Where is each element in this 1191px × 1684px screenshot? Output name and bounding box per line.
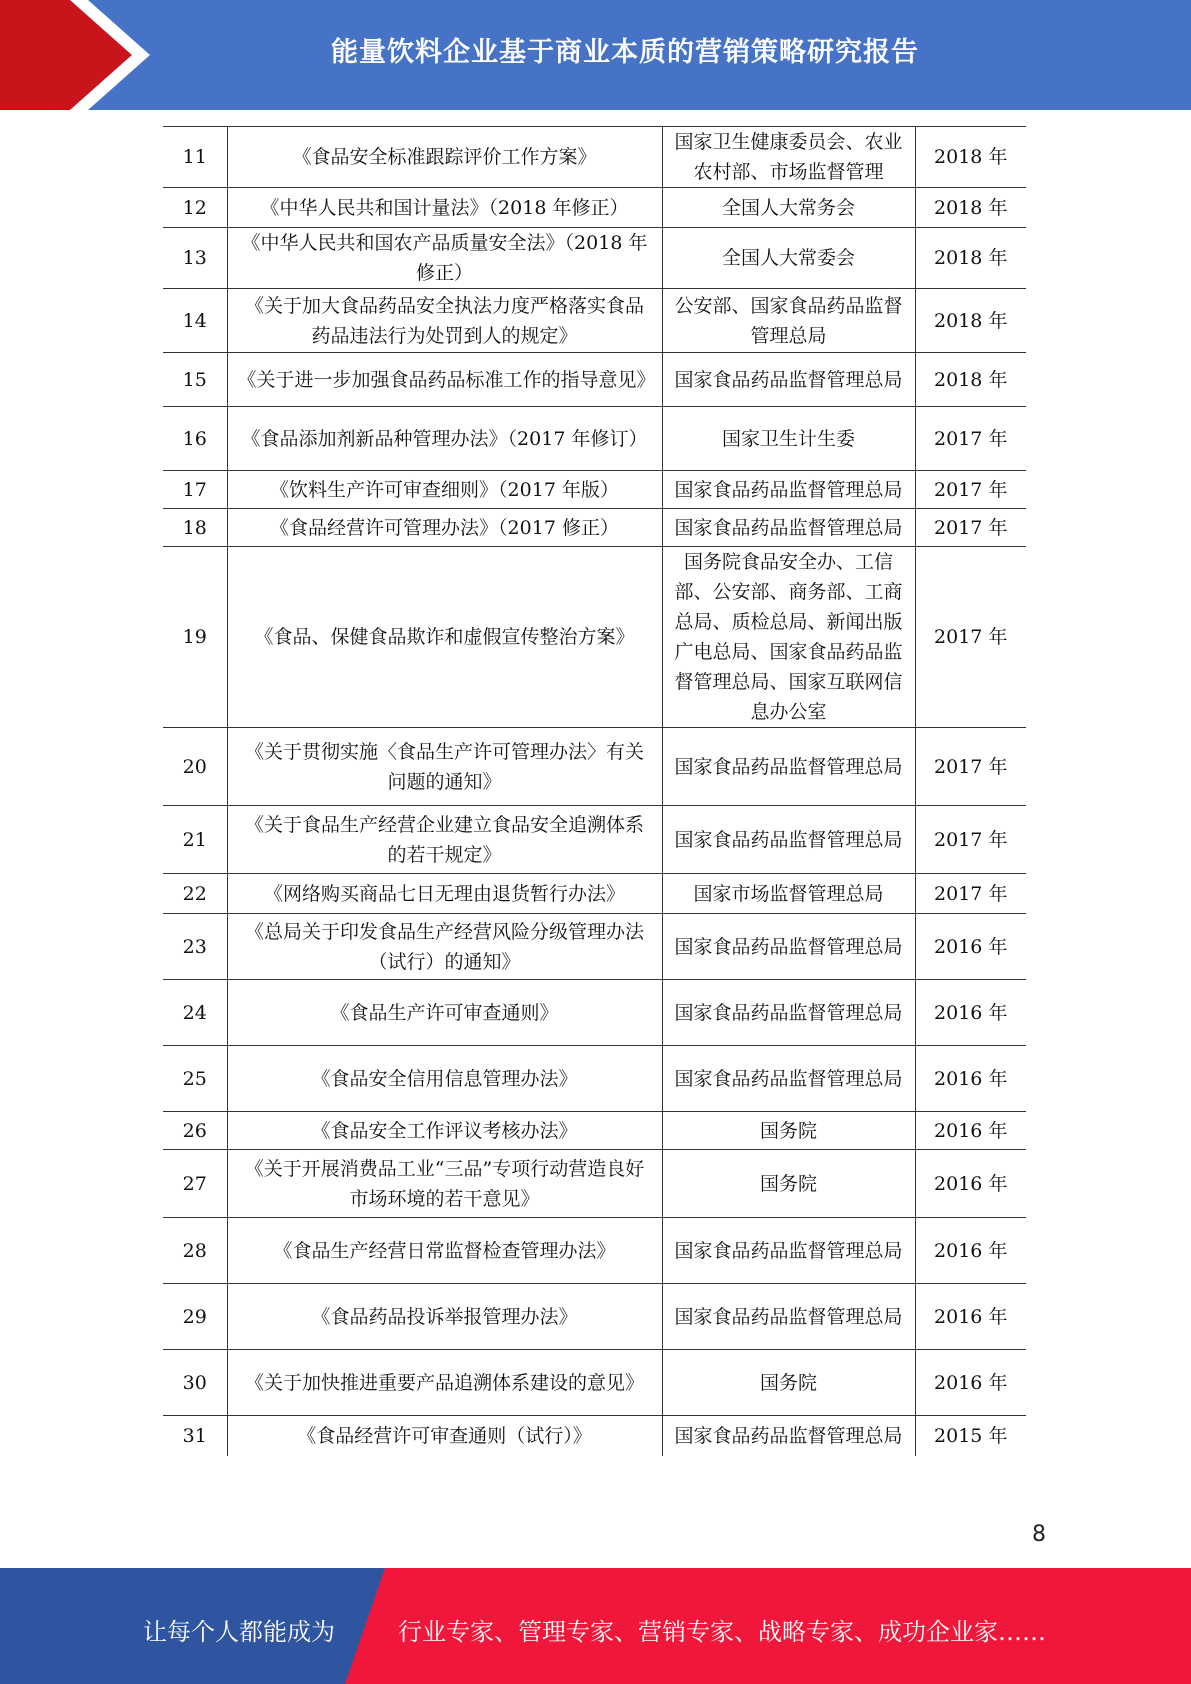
- page-header: [0, 0, 1191, 110]
- year-cell: [915, 874, 1026, 914]
- row-number-cell: [163, 1046, 227, 1112]
- table-row: [163, 1112, 1026, 1150]
- regulation-name-cell-text: 《食品添加剂新品种管理办法》（2017 年修订）: [241, 427, 648, 450]
- issuing-authority-cell: [662, 1416, 915, 1456]
- row-number-cell: [163, 980, 227, 1046]
- regulation-name-cell: [227, 353, 662, 407]
- regulation-name-cell: [227, 980, 662, 1046]
- year-cell: [915, 547, 1026, 728]
- table-row: [163, 1150, 1026, 1218]
- year-cell: [915, 1350, 1026, 1416]
- table-row: [163, 509, 1026, 547]
- row-number-cell: [163, 471, 227, 509]
- row-number-cell-text: 14: [182, 309, 207, 332]
- year-cell-text: 2017 年: [934, 828, 1008, 851]
- year-cell-text: 2016 年: [934, 935, 1008, 958]
- year-cell-text: 2018 年: [934, 309, 1008, 332]
- row-number-cell: [163, 1416, 227, 1456]
- regulation-name-cell-text: 《网络购买商品七日无理由退货暂行办法》: [263, 882, 625, 905]
- issuing-authority-cell-text: 国务院: [759, 1371, 817, 1394]
- table-row: [163, 289, 1026, 353]
- row-number-cell-text: 18: [182, 516, 207, 539]
- issuing-authority-cell-text: 国家食品药品监督管理总局: [674, 1067, 903, 1090]
- page-footer: [0, 1568, 1191, 1684]
- row-number-cell: [163, 127, 227, 188]
- regulation-name-cell: [227, 1284, 662, 1350]
- year-cell: [915, 289, 1026, 353]
- regulation-name-cell-text: 《食品经营许可管理办法》（2017 修正）: [270, 516, 619, 539]
- row-number-cell: [163, 1218, 227, 1284]
- row-number-cell: [163, 806, 227, 874]
- issuing-authority-cell: [662, 509, 915, 547]
- issuing-authority-cell-text: 公安部、国家食品药品监督管理总局: [674, 294, 903, 347]
- regulation-name-cell-text: 《关于食品生产经营企业建立食品安全追溯体系的若干规定》: [244, 813, 644, 866]
- year-cell-text: 2017 年: [934, 882, 1008, 905]
- regulation-name-cell: [227, 188, 662, 228]
- row-number-cell: [163, 353, 227, 407]
- year-cell-text: 2017 年: [934, 516, 1008, 539]
- regulation-name-cell-text: 《食品生产经营日常监督检查管理办法》: [273, 1239, 616, 1262]
- table-row: [163, 728, 1026, 806]
- table-row: [163, 127, 1026, 188]
- year-cell: [915, 471, 1026, 509]
- regulation-name-cell-text: 《关于贯彻实施〈食品生产许可管理办法〉有关问题的通知》: [244, 740, 644, 793]
- year-cell: [915, 1284, 1026, 1350]
- regulation-name-cell-text: 《中华人民共和国计量法》（2018 年修正）: [260, 196, 629, 219]
- year-cell-text: 2018 年: [934, 196, 1008, 219]
- year-cell-text: 2018 年: [934, 146, 1008, 168]
- row-number-cell-text: 29: [182, 1305, 207, 1328]
- year-cell: [915, 1416, 1026, 1456]
- regulation-name-cell-text: 《食品安全信用信息管理办法》: [311, 1067, 578, 1090]
- issuing-authority-cell: [662, 806, 915, 874]
- regulation-name-cell: [227, 1150, 662, 1218]
- report-title: 能量饮料企业基于商业本质的营销策略研究报告: [331, 37, 919, 68]
- row-number-cell-text: 16: [182, 427, 207, 450]
- issuing-authority-cell-text: 国家食品药品监督管理总局: [674, 1239, 903, 1262]
- issuing-authority-cell-text: 国务院: [759, 1119, 817, 1142]
- regulation-name-cell: [227, 1350, 662, 1416]
- row-number-cell-text: 11: [182, 146, 207, 168]
- issuing-authority-cell: [662, 1218, 915, 1284]
- year-cell: [915, 1112, 1026, 1150]
- table-row: [163, 1284, 1026, 1350]
- table-row: [163, 806, 1026, 874]
- table-row: [163, 471, 1026, 509]
- row-number-cell: [163, 228, 227, 289]
- issuing-authority-cell-text: 国家食品药品监督管理总局: [674, 755, 903, 778]
- issuing-authority-cell: [662, 127, 915, 188]
- regulation-name-cell: [227, 1218, 662, 1284]
- row-number-cell: [163, 188, 227, 228]
- table-row: [163, 1046, 1026, 1112]
- year-cell-text: 2017 年: [934, 427, 1008, 450]
- year-cell-text: 2016 年: [934, 1119, 1008, 1142]
- issuing-authority-cell-text: 全国人大常务会: [721, 196, 855, 219]
- issuing-authority-cell: [662, 1284, 915, 1350]
- regulation-name-cell: [227, 127, 662, 188]
- table-row: [163, 407, 1026, 471]
- issuing-authority-cell-text: 全国人大常委会: [721, 247, 855, 269]
- regulation-name-cell: [227, 1112, 662, 1150]
- issuing-authority-cell-text: 国家食品药品监督管理总局: [674, 828, 903, 851]
- year-cell: [915, 228, 1026, 289]
- issuing-authority-cell: [662, 228, 915, 289]
- regulation-name-cell: [227, 1046, 662, 1112]
- row-number-cell: [163, 407, 227, 471]
- row-number-cell: [163, 547, 227, 728]
- regulation-name-cell-text: 《关于进一步加强食品药品标准工作的指导意见》: [237, 368, 656, 391]
- table-row: [163, 980, 1026, 1046]
- regulation-name-cell: [227, 407, 662, 471]
- year-cell-text: 2016 年: [934, 1172, 1008, 1195]
- issuing-authority-cell: [662, 289, 915, 353]
- year-cell: [915, 1046, 1026, 1112]
- issuing-authority-cell-text: 国务院: [759, 1172, 817, 1195]
- issuing-authority-cell: [662, 874, 915, 914]
- regulation-name-cell-text: 《关于加快推进重要产品追溯体系建设的意见》: [244, 1371, 644, 1394]
- row-number-cell-text: 19: [182, 626, 207, 648]
- row-number-cell: [163, 1150, 227, 1218]
- issuing-authority-cell: [662, 188, 915, 228]
- row-number-cell: [163, 289, 227, 353]
- year-cell-text: 2015 年: [934, 1424, 1008, 1447]
- row-number-cell-text: 25: [182, 1067, 207, 1090]
- regulation-name-cell: [227, 509, 662, 547]
- row-number-cell: [163, 728, 227, 806]
- year-cell-text: 2017 年: [934, 755, 1008, 778]
- regulation-name-cell: [227, 471, 662, 509]
- row-number-cell-text: 24: [182, 1001, 207, 1024]
- regulation-name-cell: [227, 289, 662, 353]
- regulation-name-cell: [227, 914, 662, 980]
- regulation-name-cell-text: 《食品生产许可审查通则》: [330, 1001, 559, 1024]
- issuing-authority-cell: [662, 728, 915, 806]
- table-row: [163, 547, 1026, 728]
- row-number-cell-text: 31: [182, 1424, 207, 1447]
- year-cell-text: 2018 年: [934, 247, 1008, 269]
- table-row: [163, 188, 1026, 228]
- issuing-authority-cell-text: 国家食品药品监督管理总局: [674, 1001, 903, 1024]
- row-number-cell-text: 13: [182, 247, 207, 269]
- issuing-authority-cell-text: 国务院食品安全办、工信部、公安部、商务部、工商总局、质检总局、新闻出版广电总局、国家食品药品监督管理总局、国家互联网信息办公室: [674, 551, 903, 723]
- issuing-authority-cell-text: 国家食品药品监督管理总局: [674, 478, 903, 501]
- row-number-cell: [163, 1284, 227, 1350]
- table-row: [163, 1416, 1026, 1456]
- table-row: [163, 353, 1026, 407]
- header-arrow-decoration: [0, 0, 132, 110]
- regulation-name-cell-text: 《食品安全工作评议考核办法》: [311, 1119, 578, 1142]
- regulation-name-cell-text: 《中华人民共和国农产品质量安全法》（2018 年修正）: [241, 232, 648, 284]
- table-row: [163, 228, 1026, 289]
- regulation-name-cell-text: 《关于加大食品药品安全执法力度严格落实食品药品违法行为处罚到人的规定》: [244, 294, 644, 347]
- issuing-authority-cell: [662, 407, 915, 471]
- year-cell-text: 2016 年: [934, 1067, 1008, 1090]
- row-number-cell-text: 22: [182, 882, 207, 905]
- footer-slogan-left: 让每个人都能成为: [143, 1618, 335, 1646]
- issuing-authority-cell: [662, 1112, 915, 1150]
- row-number-cell-text: 20: [182, 755, 207, 778]
- row-number-cell: [163, 874, 227, 914]
- year-cell: [915, 914, 1026, 980]
- year-cell-text: 2017 年: [934, 478, 1008, 501]
- issuing-authority-cell-text: 国家市场监督管理总局: [693, 882, 884, 905]
- issuing-authority-cell-text: 国家卫生健康委员会、农业农村部、市场监督管理: [674, 131, 903, 183]
- row-number-cell-text: 15: [182, 368, 207, 391]
- row-number-cell: [163, 1350, 227, 1416]
- year-cell: [915, 980, 1026, 1046]
- row-number-cell: [163, 1112, 227, 1150]
- row-number-cell: [163, 914, 227, 980]
- issuing-authority-cell-text: 国家食品药品监督管理总局: [674, 1305, 903, 1328]
- year-cell: [915, 1218, 1026, 1284]
- year-cell-text: 2016 年: [934, 1305, 1008, 1328]
- row-number-cell-text: 12: [182, 196, 207, 219]
- row-number-cell-text: 17: [182, 478, 207, 501]
- year-cell-text: 2016 年: [934, 1001, 1008, 1024]
- row-number-cell-text: 23: [182, 935, 207, 958]
- table-row: [163, 1350, 1026, 1416]
- regulation-name-cell-text: 《食品药品投诉举报管理办法》: [311, 1305, 578, 1328]
- issuing-authority-cell: [662, 1046, 915, 1112]
- issuing-authority-cell-text: 国家食品药品监督管理总局: [674, 368, 903, 391]
- regulation-name-cell: [227, 547, 662, 728]
- issuing-authority-cell: [662, 980, 915, 1046]
- year-cell: [915, 188, 1026, 228]
- row-number-cell-text: 30: [182, 1371, 207, 1394]
- issuing-authority-cell-text: 国家食品药品监督管理总局: [674, 516, 903, 539]
- year-cell-text: 2018 年: [934, 368, 1008, 391]
- year-cell: [915, 728, 1026, 806]
- row-number-cell-text: 21: [182, 828, 207, 851]
- year-cell: [915, 407, 1026, 471]
- regulation-name-cell: [227, 1416, 662, 1456]
- page-number: 8: [1032, 1522, 1046, 1547]
- issuing-authority-cell: [662, 1350, 915, 1416]
- table-row: [163, 874, 1026, 914]
- issuing-authority-cell: [662, 1150, 915, 1218]
- issuing-authority-cell-text: 国家食品药品监督管理总局: [674, 935, 903, 958]
- regulation-name-cell: [227, 874, 662, 914]
- regulation-name-cell: [227, 228, 662, 289]
- regulation-name-cell-text: 《总局关于印发食品生产经营风险分级管理办法（试行）的通知》: [244, 920, 644, 973]
- year-cell: [915, 509, 1026, 547]
- year-cell-text: 2016 年: [934, 1371, 1008, 1394]
- policy-table: [163, 126, 1026, 1516]
- row-number-cell-text: 27: [182, 1172, 207, 1195]
- table-row: [163, 1218, 1026, 1284]
- row-number-cell: [163, 509, 227, 547]
- year-cell: [915, 127, 1026, 188]
- issuing-authority-cell: [662, 914, 915, 980]
- issuing-authority-cell: [662, 353, 915, 407]
- issuing-authority-cell-text: 国家卫生计生委: [721, 427, 855, 450]
- year-cell: [915, 353, 1026, 407]
- regulation-name-cell: [227, 806, 662, 874]
- issuing-authority-cell-text: 国家食品药品监督管理总局: [674, 1424, 903, 1447]
- year-cell-text: 2017 年: [934, 626, 1008, 648]
- regulation-name-cell-text: 《关于开展消费品工业“三品”专项行动营造良好市场环境的若干意见》: [244, 1157, 645, 1210]
- issuing-authority-cell: [662, 471, 915, 509]
- regulation-name-cell-text: 《食品安全标准跟踪评价工作方案》: [292, 146, 597, 168]
- year-cell: [915, 1150, 1026, 1218]
- regulation-name-cell-text: 《食品经营许可审查通则（试行）》: [297, 1424, 592, 1447]
- row-number-cell-text: 28: [182, 1239, 207, 1262]
- issuing-authority-cell: [662, 547, 915, 728]
- year-cell: [915, 806, 1026, 874]
- row-number-cell-text: 26: [182, 1119, 207, 1142]
- regulation-name-cell-text: 《饮料生产许可审查细则》（2017 年版）: [270, 478, 619, 501]
- table-row: [163, 914, 1026, 980]
- regulation-name-cell-text: 《食品、保健食品欺诈和虚假宣传整治方案》: [254, 626, 635, 648]
- year-cell-text: 2016 年: [934, 1239, 1008, 1262]
- footer-slogan-right: 行业专家、管理专家、营销专家、战略专家、成功企业家……: [398, 1618, 1046, 1646]
- regulation-name-cell: [227, 728, 662, 806]
